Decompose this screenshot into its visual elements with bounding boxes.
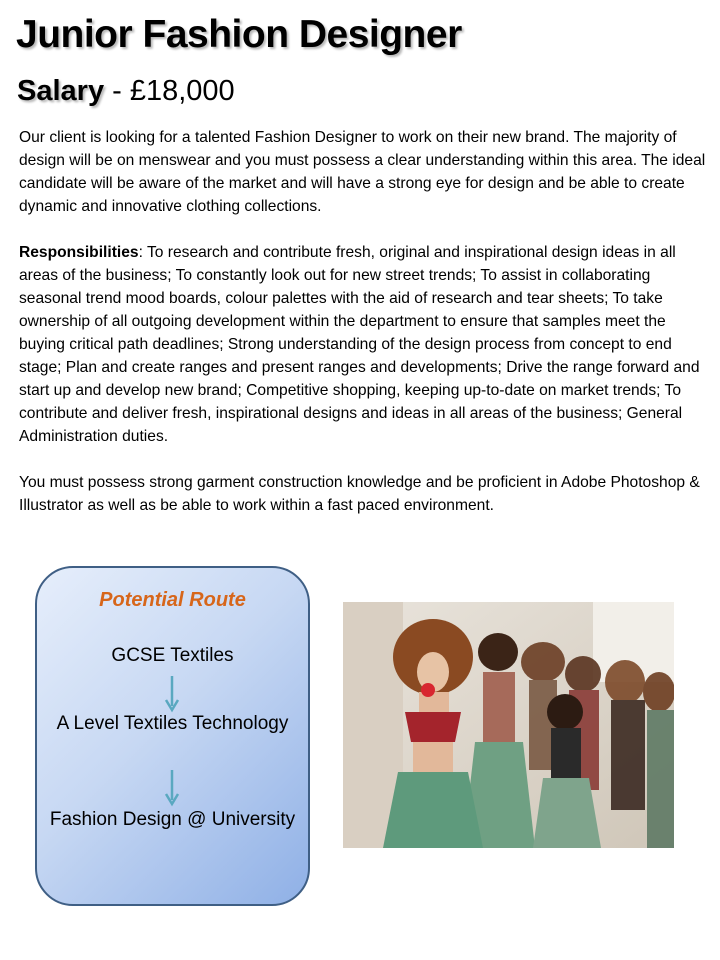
salary-value: £18,000 — [129, 75, 235, 107]
responsibilities-text: : To research and contribute fresh, original and inspirational design ideas in all areas of the business; To constantly look out for new street trends; To assist in collaborating seasonal trend mood boards, colour palettes with the aid of research and tear sheets; To take ownership of all outgoing development within the department to ensure that samples meet the buying critical path deadlines; Strong understanding of the design process from concept to end stage; Plan and create ranges and present ranges and developments; Drive the range forward and start up and develop new brand; Competitive shopping, keeping up-to-date on market trends; To contribute and deliver fresh, inspirational designs and ideas in all areas of the business; General Administration duties. — [19, 244, 700, 445]
arrow-down-icon — [164, 770, 180, 808]
requirements-paragraph: You must possess strong garment construction knowledge and be proficient in Adobe Photoshop & Illustrator as well as be able to work within a fast paced environment. — [19, 474, 700, 514]
salary-line — [17, 76, 235, 108]
salary-separator: - — [104, 75, 130, 107]
job-description — [19, 126, 709, 540]
fashion-runway-photo — [343, 602, 674, 848]
route-step-university: Fashion Design @ University — [49, 809, 296, 830]
route-step-a-level: A Level Textiles Technology — [56, 713, 289, 734]
potential-route-box — [35, 566, 310, 906]
responsibilities-paragraph — [19, 241, 709, 448]
salary-label: Salary — [17, 75, 105, 107]
intro-paragraph: Our client is looking for a talented Fashion Designer to work on their new brand. The majority of design will be on menswear and you must possess a clear understanding within this area. The ideal candidate will be aware of the market and will have a strong eye for design and be able to create dynamic and innovative clothing collections. — [19, 129, 706, 215]
responsibilities-label: Responsibilities — [19, 244, 139, 261]
route-step-gcse: GCSE Textiles — [111, 645, 234, 666]
page-title: Junior Fashion Designer — [16, 13, 462, 56]
arrow-down-icon — [164, 676, 180, 714]
route-title: Potential Route — [99, 589, 246, 611]
